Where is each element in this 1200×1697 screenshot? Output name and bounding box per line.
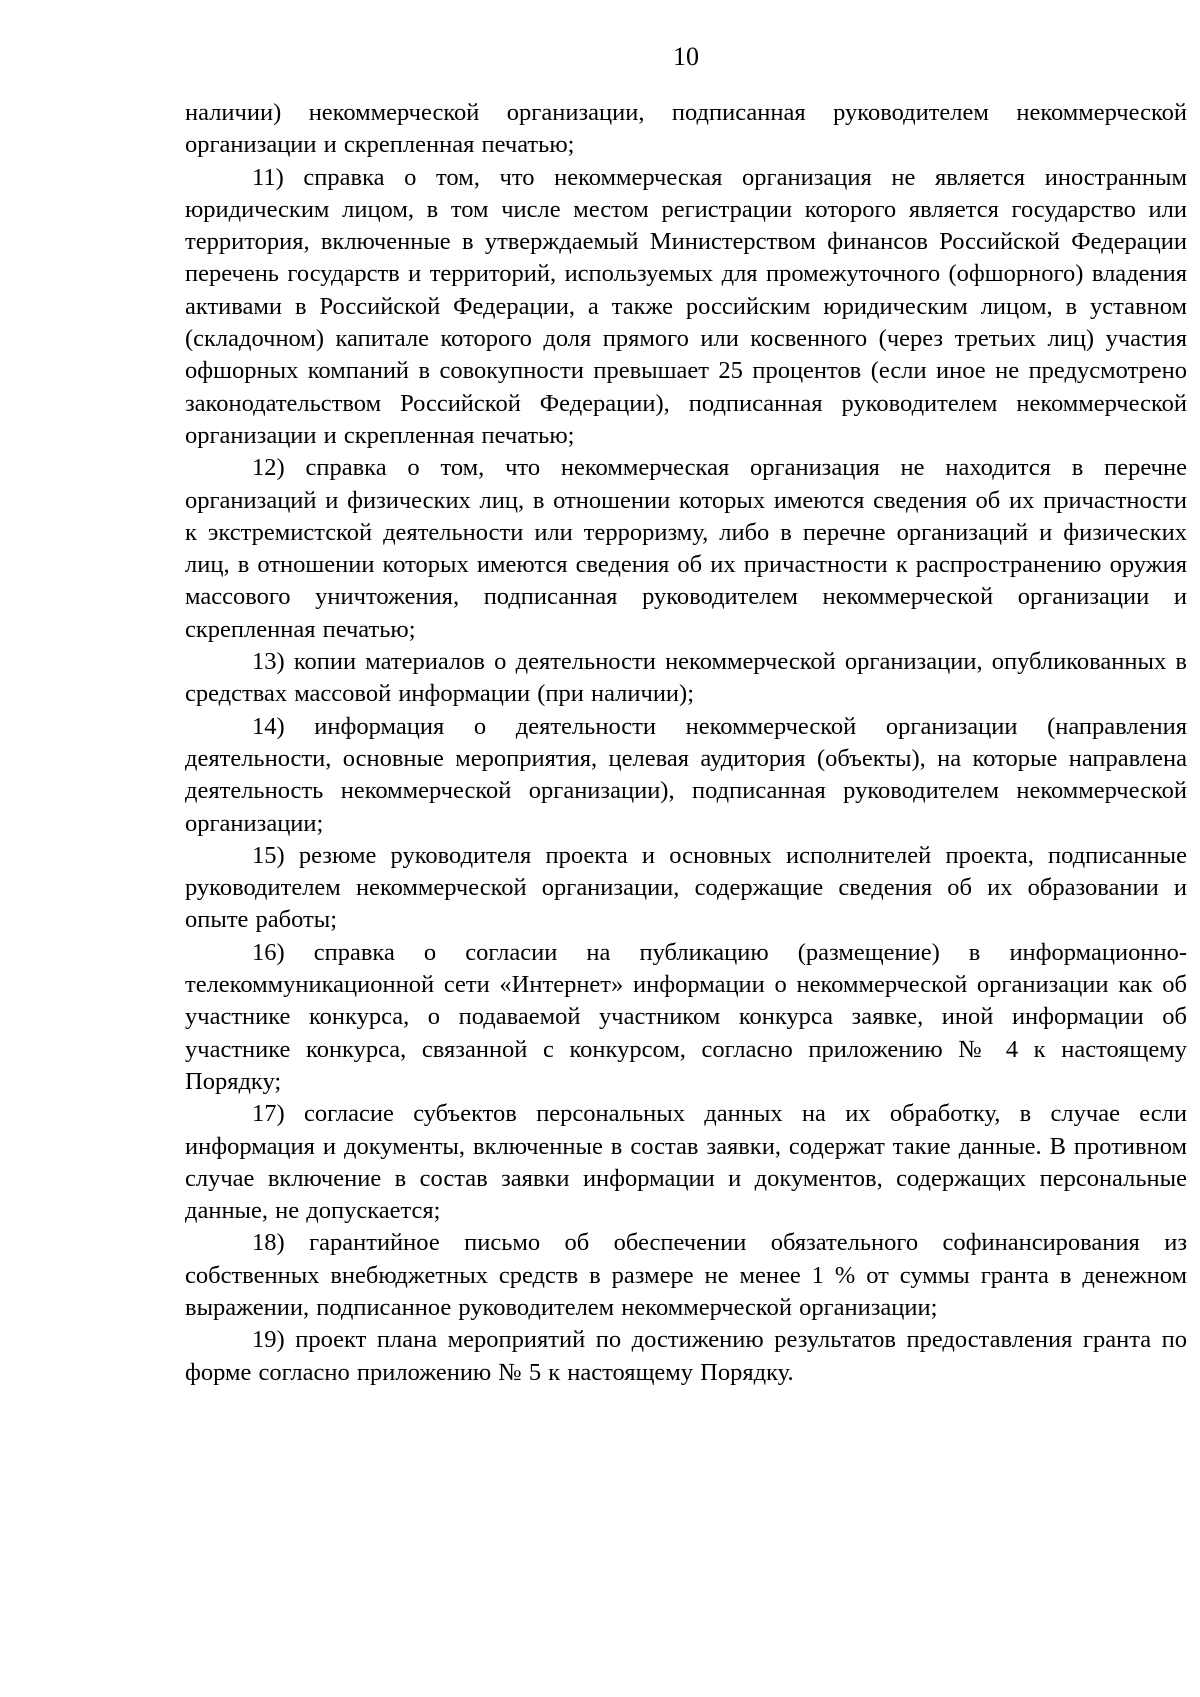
document-body xyxy=(185,97,1187,1389)
paragraph-item-19: 19) проект плана мероприятий по достижению результатов предоставления гранта по форме согласно приложению № 5 к настоящему Порядку. xyxy=(185,1326,1187,1386)
paragraph-continuation: наличии) некоммерческой организации, подписанная руководителем некоммерческой организации и скрепленная печатью; xyxy=(185,99,1187,159)
paragraph-item-18: 18) гарантийное письмо об обеспечении обязательного софинансирования из собственных внебюджетных средств в размере не менее 1 % от суммы гранта в денежном выражении, подписанное руководителем некоммерческой организации; xyxy=(185,1229,1187,1321)
paragraph-item-16: 16) справка о согласии на публикацию (размещение) в информационно-телекоммуникационной сети «Интернет» информации о некоммерческой организации как об участнике конкурса, о подаваемой участником конкурса заявке, иной информации об участнике конкурса, связанной с конкурсом, согласно приложению № 4 к настоящему Порядку; xyxy=(185,938,1187,1095)
paragraph-item-13: 13) копии материалов о деятельности некоммерческой организации, опубликованных в средствах массовой информации (при наличии); xyxy=(185,648,1187,708)
paragraph-item-14: 14) информация о деятельности некоммерческой организации (направления деятельности, основные мероприятия, целевая аудитория (объекты), на которые направлена деятельность некоммерческой организации), подписанная руководителем некоммерческой организации; xyxy=(185,712,1187,837)
paragraph-item-15: 15) резюме руководителя проекта и основных исполнителей проекта, подписанные руководителем некоммерческой организации, содержащие сведения об их образовании и опыте работы; xyxy=(185,841,1187,934)
page-number: 10 xyxy=(673,42,699,71)
paragraph-item-12: 12) справка о том, что некоммерческая организация не находится в перечне организаций и физических лиц, в отношении которых имеются сведения об их причастности к экстремистской деятельности или терроризму, либо в перечне организаций и физических лиц, в отношении которых имеются сведения об их причастности к распространению оружия массового уничтожения, подписанная руководителем некоммерческой организации и скрепленная печатью; xyxy=(185,454,1187,643)
paragraph-item-11: 11) справка о том, что некоммерческая организация не является иностранным юридическим лицом, в том числе местом регистрации которого является государство или территория, включенные в утверждаемый Министерством финансов Российской Федерации перечень государств и территорий, используемых для промежуточного (офшорного) владения активами в Российской Федерации, а также российским юридическим лицом, в уставном (складочном) капитале которого доля прямого или косвенного (через третьих лиц) участия офшорных компаний в совокупности превышает 25 процентов (если иное не предусмотрено законодательством Российской Федерации), подписанная руководителем некоммерческой организации и скрепленная печатью; xyxy=(185,163,1187,449)
paragraph-item-17: 17) согласие субъектов персональных данных на их обработку, в случае если информация и документы, включенные в состав заявки, содержат такие данные. В противном случае включение в состав заявки информации и документов, содержащих персональные данные, не допускается; xyxy=(185,1100,1187,1225)
